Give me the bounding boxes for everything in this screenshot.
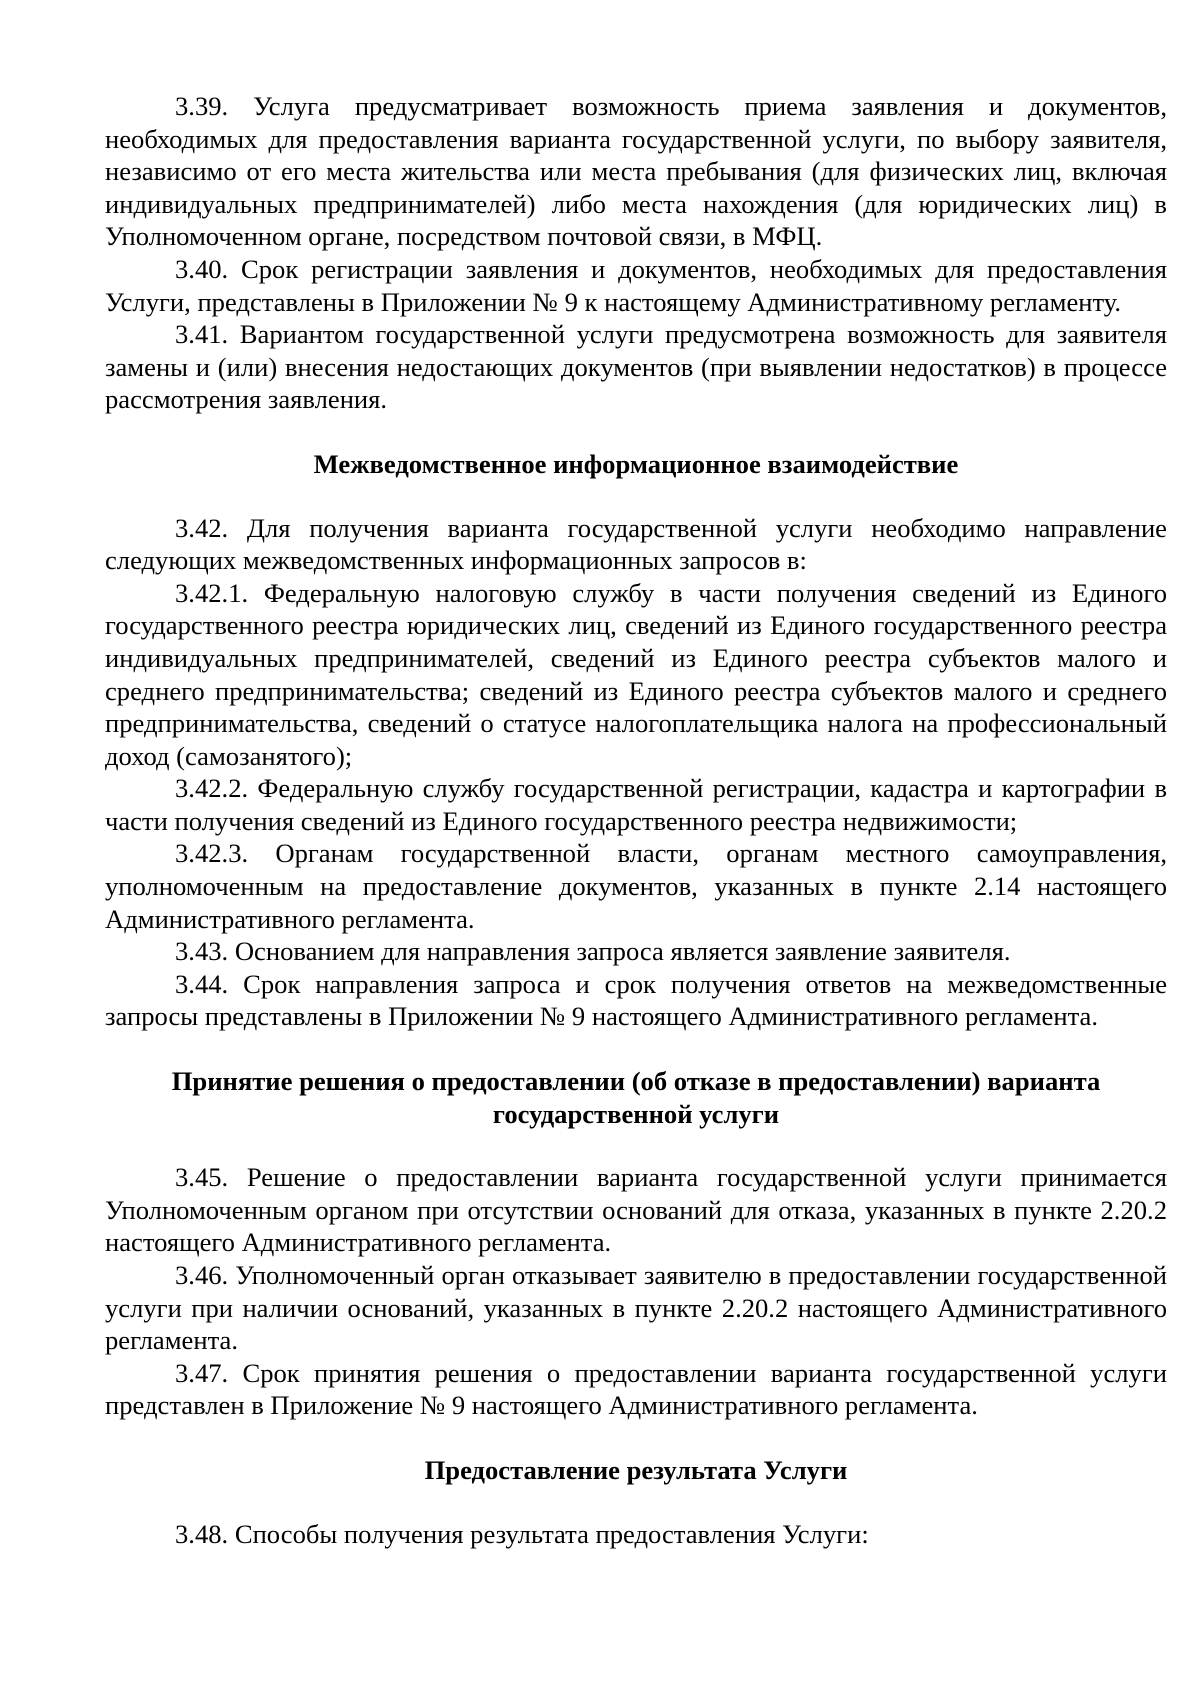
paragraph-3-41: 3.41. Вариантом государственной услуги предусмотрена возможность для заявителя замены и (или) внесения недостающих документов (при выявлении недостатков) в процессе рассмотрения заявления. <box>105 319 1167 415</box>
paragraph-3-42: 3.42. Для получения варианта государственной услуги необходимо направление следующих межведомственных информационных запросов в: <box>105 512 1167 576</box>
paragraph-3-47: 3.47. Срок принятия решения о предоставлении варианта государственной услуги представлен в Приложение № 9 настоящего Административного регламента. <box>105 1357 1167 1421</box>
paragraph-3-45: 3.45. Решение о предоставлении варианта государственной услуги принимается Уполномоченным органом при отсутствии оснований для отказа, указанных в пункте 2.20.2 настоящего Административного регламента. <box>105 1162 1167 1258</box>
document-page <box>105 90 1167 1550</box>
paragraph-3-48: 3.48. Способы получения результата предоставления Услуги: <box>175 1518 869 1549</box>
paragraph-3-42-1: 3.42.1. Федеральную налоговую службу в части получения сведений из Единого государственного реестра юридических лиц, сведений из Единого государственного реестра индивидуальных предпринимателей, сведений из Единого реестра субъектов малого и среднего предпринимательства; сведений из Единого реестра субъектов малого и среднего предпринимательства, сведений о статусе налогоплательщика налога на профессиональный доход (самозанятого); <box>105 577 1167 771</box>
paragraph-3-39: 3.39. Услуга предусматривает возможность приема заявления и документов, необходимых для предоставления варианта государственной услуги, по выбору заявителя, независимо от его места жительства или места пребывания (для физических лиц, включая индивидуальных предпринимателей) либо места нахождения (для юридических лиц) в Уполномоченном органе, посредством почтовой связи, в МФЦ. <box>105 91 1167 252</box>
paragraph-3-42-3: 3.42.3. Органам государственной власти, органам местного самоуправления, уполномоченным на предоставление документов, указанных в пункте 2.14 настоящего Административного регламента. <box>105 838 1167 934</box>
section-heading-interagency: Межведомственное информационное взаимодействие <box>313 448 959 479</box>
paragraph-3-43: 3.43. Основанием для направления запроса является заявление заявителя. <box>175 936 1011 967</box>
paragraph-3-46: 3.46. Уполномоченный орган отказывает заявителю в предоставлении государственной услуги при наличии оснований, указанных в пункте 2.20.2 настоящего Административного регламента. <box>105 1260 1167 1356</box>
section-heading-decision: Принятие решения о предоставлении (об отказе в предоставлении) варианта государственной услуги <box>171 1066 1101 1129</box>
paragraph-3-40: 3.40. Срок регистрации заявления и документов, необходимых для предоставления Услуги, представлены в Приложении № 9 к настоящему Административному регламенту. <box>105 253 1167 317</box>
section-heading-result: Предоставление результата Услуги <box>424 1454 848 1485</box>
paragraph-3-44: 3.44. Срок направления запроса и срок получения ответов на межведомственные запросы представлены в Приложении № 9 настоящего Административного регламента. <box>105 968 1167 1032</box>
paragraph-3-42-2: 3.42.2. Федеральную службу государственной регистрации, кадастра и картографии в части получения сведений из Единого государственного реестра недвижимости; <box>105 773 1167 836</box>
